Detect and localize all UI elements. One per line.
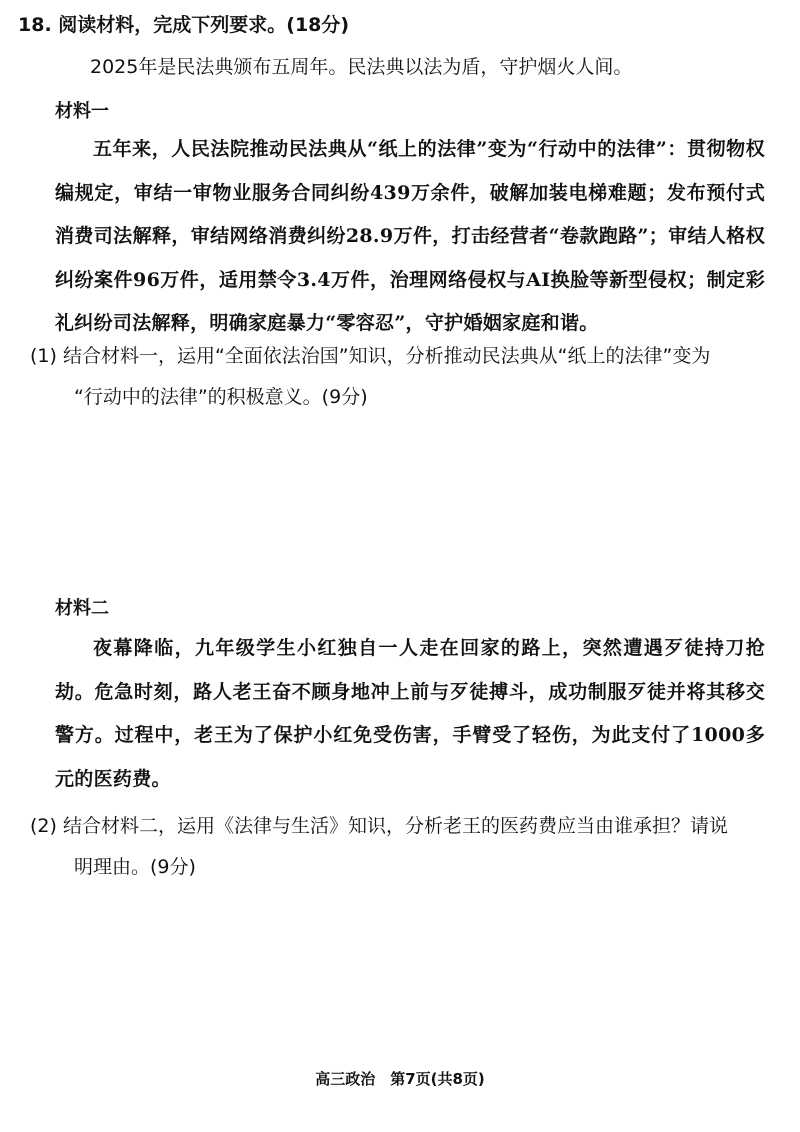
material-2-title: 材料二	[55, 598, 109, 619]
material-1-title: 材料一	[55, 101, 109, 122]
sub-question-1-line2: “行动中的法律”的积极意义。(9分)	[74, 386, 368, 408]
sub-question-1	[30, 336, 785, 418]
question-intro: 2025年是民法典颁布五周年。民法典以法为盾，守护烟火人间。	[90, 56, 633, 78]
sub-question-2-line2: 明理由。(9分)	[74, 856, 196, 878]
sub-question-2-line1: (2) 结合材料二，运用《法律与生活》知识，分析老王的医药费应当由谁承担？请说	[30, 815, 728, 837]
material-2-text: 夜幕降临，九年级学生小红独自一人走在回家的路上，突然遭遇歹徒持刀抢劫。危急时刻，路人老王奋不顾身地冲上前与歹徒搏斗，成功制服歹徒并将其移交警方。过程中，老王为了保护小红免受伤害，手臂受了轻伤，为此支付了1000多元的医药费。	[55, 637, 765, 790]
material-1-text: 五年来，人民法院推动民法典从“纸上的法律”变为“行动中的法律”：贯彻物权编规定，审结一审物业服务合同纠纷439万余件，破解加装电梯难题；发布预付式消费司法解释，审结网络消费纠纷28.9万件，打击经营者“卷款跑路”；审结人格权纠纷案件96万件，适用禁令3.4万件，治理网络侵权与AI换脸等新型侵权；制定彩礼纠纷司法解释，明确家庭暴力“零容忍”，守护婚姻家庭和谐。	[55, 138, 765, 334]
sub-question-1-line1: (1) 结合材料一，运用“全面依法治国”知识，分析推动民法典从“纸上的法律”变为	[30, 345, 711, 367]
question-title: 18. 阅读材料，完成下列要求。(18分)	[18, 14, 350, 36]
sub-question-2	[30, 806, 785, 888]
page-footer: 高三政治 第7页(共8页)	[315, 1070, 485, 1088]
